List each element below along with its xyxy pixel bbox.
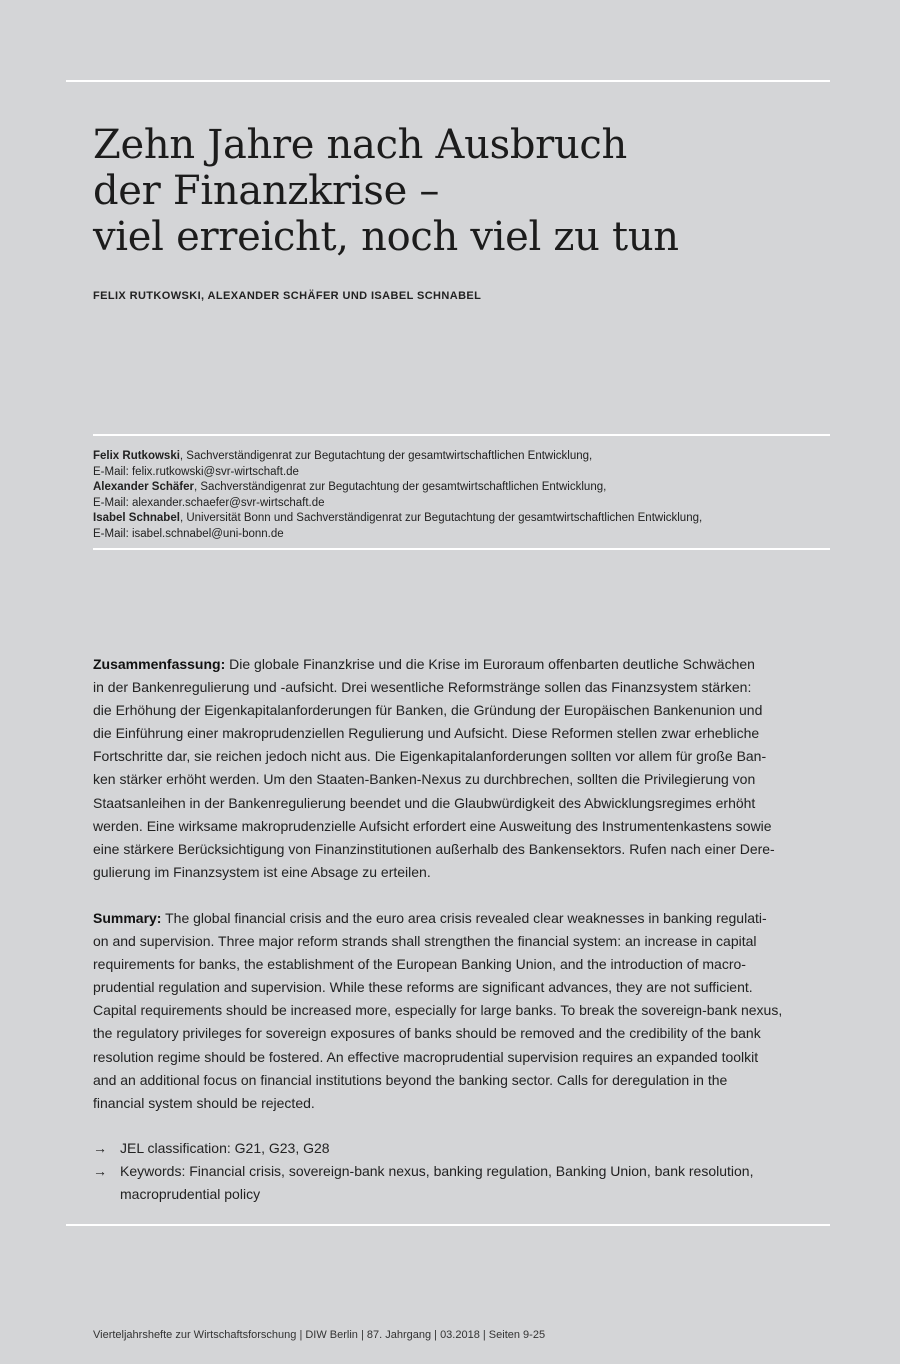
abstract-german xyxy=(93,653,809,884)
abstract-line: werden. Eine wirksame makroprudenzielle Aufsicht erfordert eine Ausweitung des Instrumentenkastens sowie xyxy=(93,817,772,834)
arrow-right-icon: → xyxy=(93,1140,107,1156)
abstract-line: in der Bankenregulierung und -aufsicht. Drei wesentliche Reformstränge sollen das Finanzsystem stärken: xyxy=(93,679,752,696)
abstract-line: eine stärkere Berücksichtigung von Finanzinstitutionen außerhalb des Bankensektors. Rufen nach einer Dere- xyxy=(93,840,775,857)
jel-classification: JEL classification: G21, G23, G28 xyxy=(120,1140,330,1156)
jel-classification-item xyxy=(93,1137,809,1160)
abstract-line: die Erhöhung der Eigenkapitalanforderungen für Banken, die Gründung der Europäischen Bankenunion und xyxy=(93,702,763,719)
arrow-right-icon: → xyxy=(93,1163,107,1180)
affiliation-line xyxy=(93,480,823,496)
abstract-line: the regulatory privileges for sovereign exposures of banks should be removed and the credibility of the bank xyxy=(93,1025,761,1042)
affiliations-bottom-divider xyxy=(93,548,830,550)
abstract-text: Die globale Finanzkrise und die Krise im Euroraum offenbarten deutliche Schwächen xyxy=(225,656,755,672)
keywords-line: Keywords: Financial crisis, sovereign-bank nexus, banking regulation, Banking Union, bank resolution, xyxy=(120,1163,754,1180)
journal-footer: Vierteljahrshefte zur Wirtschaftsforschung | DIW Berlin | 87. Jahrgang | 03.2018 | Seiten 9-25 xyxy=(93,1329,546,1341)
abstract-line xyxy=(93,653,809,676)
abstract-english xyxy=(93,907,809,1115)
abstract-line: on and supervision. Three major reform strands shall strengthen the financial system: an increase in capital xyxy=(93,933,757,950)
affiliation-email: E-Mail: felix.rutkowski@svr-wirtschaft.de xyxy=(93,465,299,478)
affiliation-email: E-Mail: isabel.schnabel@uni-bonn.de xyxy=(93,527,284,540)
affiliation-name: Isabel Schnabel xyxy=(93,512,180,525)
affiliations-top-divider xyxy=(93,434,830,436)
abstract-line: gulierung im Finanzsystem ist eine Absage zu erteilen. xyxy=(93,863,431,880)
summary-label: Summary: xyxy=(93,910,162,926)
abstract-line: resolution regime should be fostered. An effective macroprudential supervision requires an expanded toolkit xyxy=(93,1048,759,1065)
title-line: viel erreicht, noch viel zu tun xyxy=(93,214,679,260)
abstract-line: Fortschritte dar, sie reichen jedoch nicht aus. Die Eigenkapitalanforderungen sollten vor allem für große Ban- xyxy=(93,748,767,765)
affiliation-text: , Sachverständigenrat zur Begutachtung der gesamtwirtschaftlichen Entwicklung, xyxy=(194,481,607,494)
bottom-divider xyxy=(66,1224,830,1226)
abstract-text: The global financial crisis and the euro area crisis revealed clear weaknesses in banking regulati- xyxy=(161,910,767,926)
abstract-line: ken stärker erhöht werden. Um den Staaten-Banken-Nexus zu durchbrechen, sollten die Privilegierung von xyxy=(93,771,756,788)
affiliation-name: Alexander Schäfer xyxy=(93,481,194,494)
author-affiliations xyxy=(93,449,823,543)
article-title xyxy=(93,122,813,260)
abstract-line: and an additional focus on financial institutions beyond the banking sector. Calls for deregulation in the xyxy=(93,1071,728,1088)
keywords-item xyxy=(93,1160,809,1206)
title-line: der Finanzkrise – xyxy=(93,168,440,214)
abstract-line: financial system should be rejected. xyxy=(93,1094,315,1111)
jel-list xyxy=(93,1137,809,1206)
affiliation-name: Felix Rutkowski xyxy=(93,450,180,462)
abstract-line: requirements for banks, the establishment of the European Banking Union, and the introduction of macro- xyxy=(93,956,746,973)
author-line: FELIX RUTKOWSKI, ALEXANDER SCHÄFER UND ISABEL SCHNABEL xyxy=(93,290,482,302)
affiliation-email: E-Mail: alexander.schaefer@svr-wirtschaft.de xyxy=(93,496,325,509)
abstract-label: Zusammenfassung: xyxy=(93,656,226,672)
affiliation-line xyxy=(93,449,823,465)
top-divider xyxy=(66,80,830,82)
title-line: Zehn Jahre nach Ausbruch xyxy=(93,122,627,168)
affiliation-line xyxy=(93,511,823,527)
abstract-line xyxy=(93,907,809,930)
abstract-line: Capital requirements should be increased more, especially for large banks. To break the sovereign-bank nexus, xyxy=(93,1002,783,1019)
affiliation-text: , Sachverständigenrat zur Begutachtung der gesamtwirtschaftlichen Entwicklung, xyxy=(179,450,593,462)
keywords-line: macroprudential policy xyxy=(120,1186,261,1203)
abstract-line: Staatsanleihen in der Bankenregulierung beendet und die Glaubwürdigkeit des Abwicklungsregimes erhöht xyxy=(93,794,756,811)
abstract-line: die Einführung einer makroprudenziellen Regulierung und Aufsicht. Diese Reformen stellen zwar erhebliche xyxy=(93,725,760,742)
affiliation-text: , Universität Bonn und Sachverständigenrat zur Begutachtung der gesamtwirtschaftlichen Entwicklung, xyxy=(179,512,703,525)
abstract-line: prudential regulation and supervision. While these reforms are significant advances, they are not sufficient. xyxy=(93,979,753,996)
